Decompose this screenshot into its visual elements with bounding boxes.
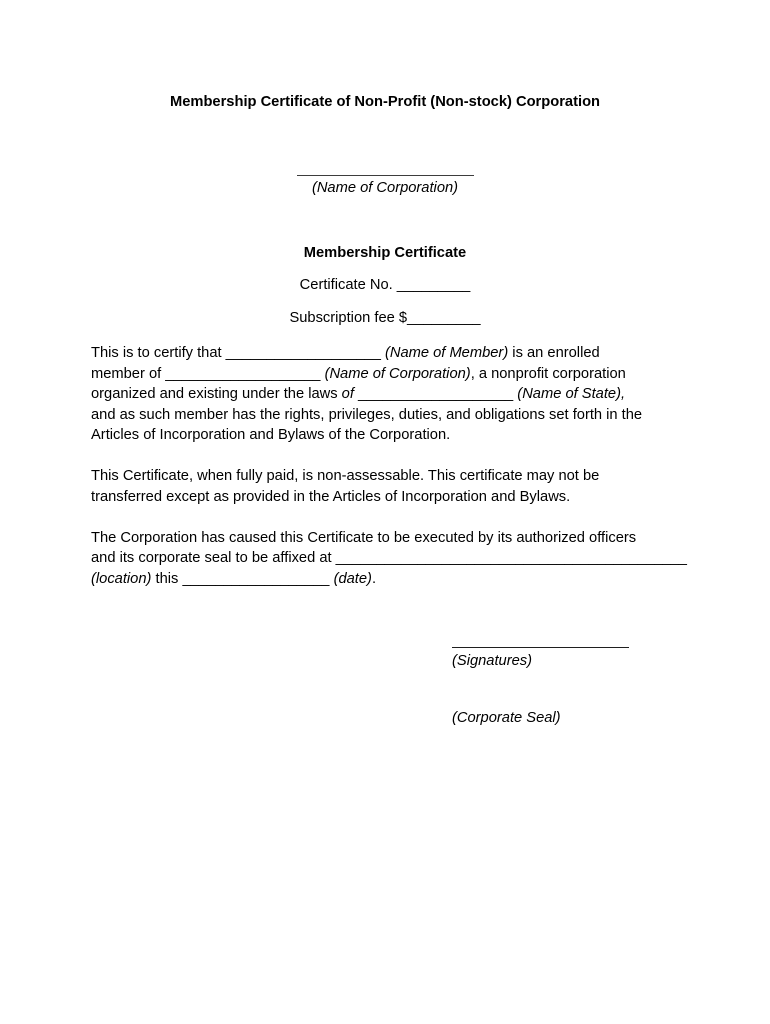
non-assessable-paragraph [91, 466, 676, 507]
text-line: and its corporate seal to be affixed at ___________________________________________ [91, 550, 687, 566]
name-of-state-caption: (Name of State), [517, 386, 626, 402]
signatures-blank-line [452, 647, 629, 648]
execution-paragraph [91, 528, 687, 590]
text-segment: of [341, 386, 354, 402]
certify-paragraph [91, 343, 676, 446]
text-segment: member of ___________________ [91, 365, 325, 382]
text-line: Articles of Incorporation and Bylaws of the Corporation. [91, 427, 451, 443]
name-of-corporation-caption: (Name of Corporation) [324, 365, 471, 382]
text-line [91, 384, 676, 405]
text-segment: organized and existing under the laws [91, 386, 342, 402]
text-segment: . [371, 570, 377, 587]
body-paragraphs [91, 343, 687, 589]
name-of-member-caption: (Name of Member) [384, 345, 509, 361]
corporation-name-blank-line [297, 175, 474, 176]
text-segment: this __________________ [151, 570, 334, 587]
corporate-seal-caption: (Corporate Seal) [452, 710, 561, 726]
signatures-caption: (Signatures) [452, 653, 532, 669]
location-caption: (location) [91, 570, 152, 587]
text-segment: This is to certify that ___________________ [91, 345, 385, 361]
text-line: transferred except as provided in the Articles of Incorporation and Bylaws. [91, 488, 571, 505]
membership-certificate-heading: Membership Certificate [303, 245, 467, 261]
text-segment: ___________________ [353, 386, 518, 402]
text-line [91, 364, 676, 385]
text-line [91, 343, 676, 364]
text-segment: , a nonprofit corporation [470, 365, 626, 382]
text-segment: is an enrolled [508, 345, 600, 361]
certificate-number-field: Certificate No. _________ [299, 277, 471, 293]
text-line [91, 569, 676, 590]
text-line: This Certificate, when fully paid, is non-assessable. This certificate may not be [91, 468, 600, 484]
text-line: and as such member has the rights, privileges, duties, and obligations set forth in the [91, 406, 643, 423]
date-caption: (date) [333, 570, 372, 587]
text-line: The Corporation has caused this Certificate to be executed by its authorized officers [91, 529, 637, 546]
corporation-name-caption: (Name of Corporation) [311, 180, 459, 196]
subscription-fee-field: Subscription fee $_________ [289, 310, 481, 326]
document-title: Membership Certificate of Non-Profit (Non-stock) Corporation [169, 94, 601, 110]
